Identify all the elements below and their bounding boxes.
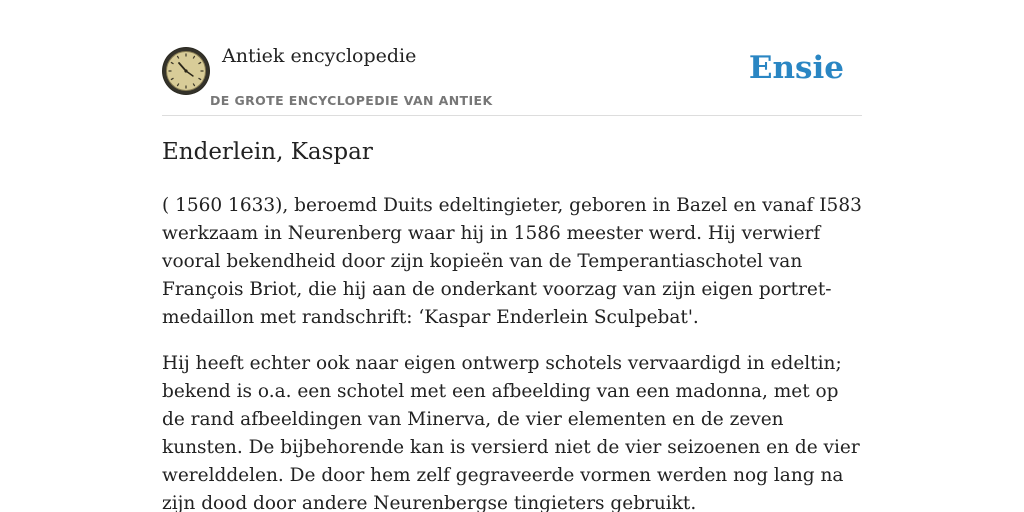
site-subtitle: DE GROTE ENCYCLOPEDIE VAN ANTIEK bbox=[210, 93, 493, 108]
ensie-logo-link[interactable]: Ensie bbox=[748, 50, 844, 86]
site-title-link[interactable]: Antiek encyclopedie bbox=[222, 45, 417, 67]
article-paragraph-2: Hij heeft echter ook naar eigen ontwerp schotels vervaardigd in edeltin; bekend is o.a. een schotel met een afbeelding van een madonna, met op de rand afbeeldingen van Minerva, de vier elementen en de zeven kunsten. De bijbehorende kan is versierd niet de vier seizoenen en de vier werelddelen. De door hem zelf gegraveerde vormen werden nog lang na zijn dood door andere Neurenbergse tingieters gebruikt. bbox=[162, 353, 860, 512]
clock-face bbox=[162, 47, 210, 95]
clock-icon[interactable] bbox=[162, 47, 210, 95]
article-body bbox=[162, 192, 862, 512]
site-header bbox=[162, 0, 862, 116]
article-title: Enderlein, Kaspar bbox=[162, 139, 373, 165]
page bbox=[162, 0, 862, 512]
article-paragraph-1: ( 1560 1633), beroemd Duits edeltingieter, geboren in Bazel en vanaf I583 werkzaam in Neurenberg waar hij in 1586 meester werd. Hij verwierf vooral bekendheid door zijn kopieën van de Temperantiaschotel van François Briot, die hij aan de onderkant voorzag van zijn eigen portret-medaillon met randschrift: ‘Kaspar Enderlein Sculpebat'. bbox=[162, 195, 862, 328]
